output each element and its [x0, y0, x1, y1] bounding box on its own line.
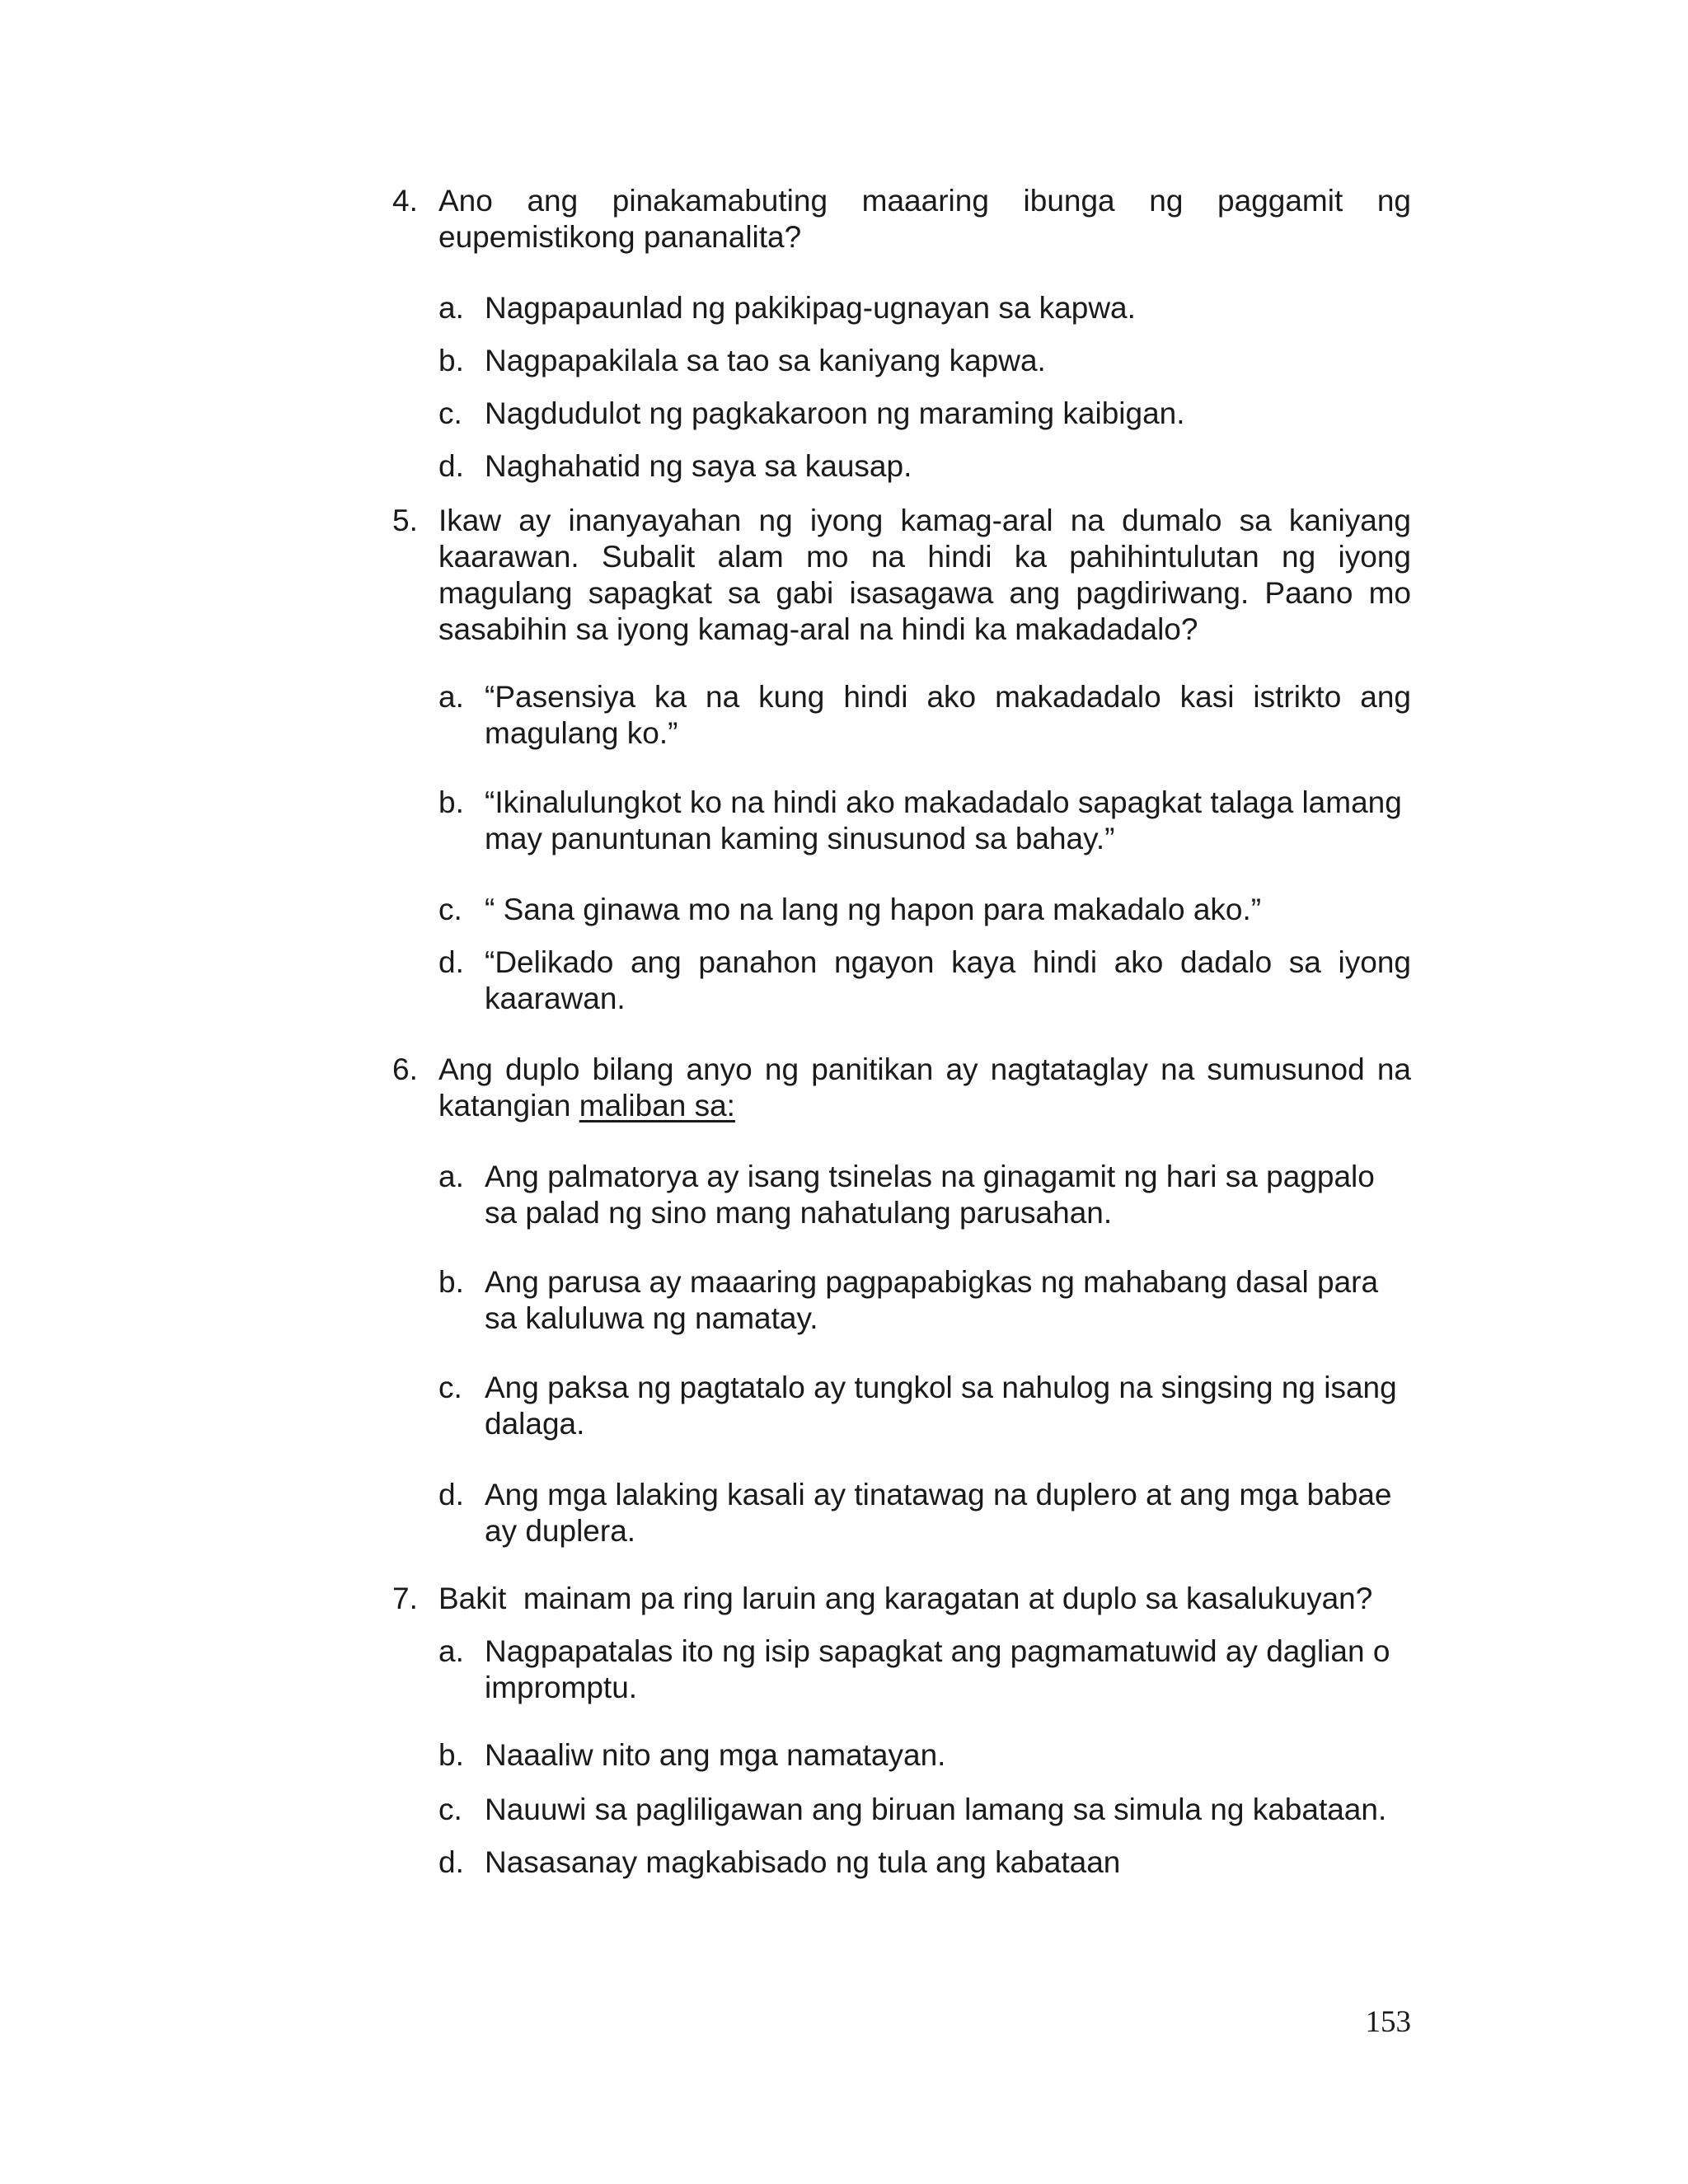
option-text: “Delikado ang panahon ngayon kaya hindi ako dadalo sa iyong kaarawan. [485, 945, 1411, 1015]
option-5c [438, 892, 1411, 928]
question-number: 7. [392, 1582, 418, 1615]
option-7b [438, 1737, 1411, 1774]
option-text: Nasasanay magkabisado ng tula ang kabataan [485, 1845, 1121, 1879]
option-letter: a. [438, 680, 464, 714]
question-text: Bakit mainam pa ring laruin ang karagatan at duplo sa kasalukuyan? [438, 1582, 1373, 1615]
option-5d [438, 944, 1411, 1017]
option-letter: d. [438, 945, 464, 979]
option-text: “Ikinalulungkot ko na hindi ako makadadalo sapagkat talaga lamang may panuntunan kaming sinusunod sa bahay.” [485, 785, 1402, 855]
option-4a [438, 290, 1411, 326]
question-text: Ikaw ay inanyayahan ng iyong kamag-aral na dumalo sa kaniyang kaarawan. Subalit alam mo na hindi ka pahihintulutan ng iyong magulang sapagkat sa gabi isasagawa ang pagdiriwang. Paano mo sasabihin sa iyong kamag-aral na hindi ka makadadalo? [438, 504, 1411, 646]
option-letter: d. [438, 1478, 464, 1511]
question-text: Ano ang pinakamabuting maaaring ibunga ng paggamit ng eupemistikong pananalita? [438, 184, 1411, 254]
option-7d [438, 1844, 1411, 1881]
option-letter: a. [438, 1160, 464, 1193]
option-letter: c. [438, 1793, 462, 1826]
option-text: Naghahatid ng saya sa kausap. [485, 449, 912, 483]
question-text-main: Ang duplo bilang anyo ng panitikan ay nagtataglay na sumusunod na katangian [438, 1052, 1411, 1122]
option-letter: d. [438, 449, 464, 483]
question-number: 5. [392, 504, 418, 537]
option-letter: c. [438, 1371, 462, 1404]
option-letter: b. [438, 785, 464, 819]
option-letter: c. [438, 396, 462, 430]
option-text: Nagdudulot ng pagkakaroon ng maraming kaibigan. [485, 396, 1185, 430]
option-text: “Pasensiya ka na kung hindi ako makadadalo kasi istrikto ang magulang ko.” [485, 680, 1411, 750]
page-number: 153 [1365, 2005, 1411, 2039]
question-text [438, 1052, 1411, 1124]
question-text-underlined: maliban sa: [579, 1089, 735, 1122]
option-6b [438, 1264, 1411, 1337]
question-6 [392, 1052, 1411, 1124]
option-7a [438, 1633, 1411, 1706]
option-text: Nagpapakilala sa tao sa kaniyang kapwa. [485, 344, 1046, 377]
question-number: 4. [392, 184, 418, 218]
option-4d [438, 448, 1411, 485]
option-letter: a. [438, 291, 464, 325]
option-text: Ang palmatorya ay isang tsinelas na ginagamit ng hari sa pagpalo sa palad ng sino mang nahatulang parusahan. [485, 1160, 1375, 1230]
option-7c [438, 1792, 1411, 1828]
question-4 [392, 183, 1411, 255]
option-text: Nauuwi sa pagliligawan ang biruan lamang sa simula ng kabataan. [485, 1793, 1387, 1826]
option-letter: c. [438, 893, 462, 926]
option-text: Ang paksa ng pagtatalo ay tungkol sa nahulog na singsing ng isang dalaga. [485, 1371, 1397, 1441]
option-6c [438, 1370, 1411, 1442]
option-letter: b. [438, 344, 464, 377]
option-4c [438, 396, 1411, 432]
option-letter: d. [438, 1845, 464, 1879]
question-number: 6. [392, 1052, 418, 1086]
option-text: Nagpapaunlad ng pakikipag-ugnayan sa kapwa. [485, 291, 1136, 325]
option-6d [438, 1477, 1411, 1549]
question-5 [392, 503, 1411, 648]
option-text: Ang mga lalaking kasali ay tinatawag na duplero at ang mga babae ay duplera. [485, 1478, 1392, 1548]
option-letter: b. [438, 1265, 464, 1299]
option-text: Nagpapatalas ito ng isip sapagkat ang pagmamatuwid ay daglian o impromptu. [485, 1634, 1390, 1704]
question-7 [392, 1581, 1411, 1617]
option-text: Ang parusa ay maaaring pagpapabigkas ng mahabang dasal para sa kaluluwa ng namatay. [485, 1265, 1379, 1335]
option-5b [438, 785, 1411, 857]
option-letter: b. [438, 1738, 464, 1772]
option-6a [438, 1159, 1411, 1231]
option-text: “ Sana ginawa mo na lang ng hapon para makadalo ako.” [485, 893, 1262, 926]
option-4b [438, 343, 1411, 379]
option-text: Naaaliw nito ang mga namatayan. [485, 1738, 946, 1772]
option-5a [438, 679, 1411, 752]
option-letter: a. [438, 1634, 464, 1668]
